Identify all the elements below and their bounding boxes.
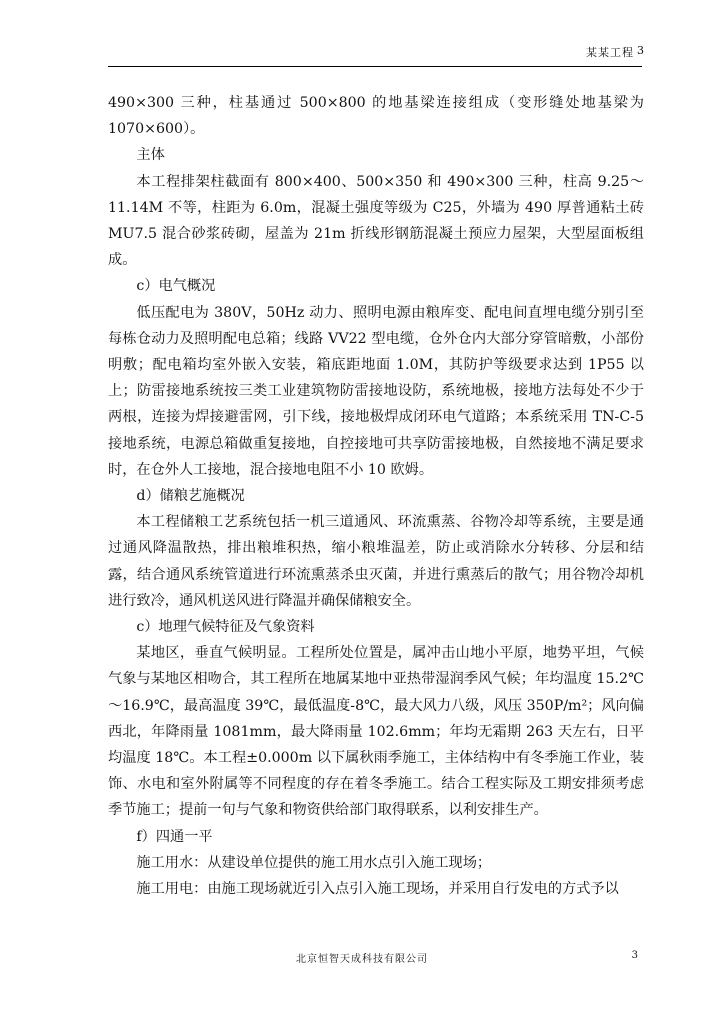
heading-climate: c）地理气候特征及气象资料 xyxy=(136,619,315,636)
paragraph-electrical: 低压配电为 380V，50Hz 动力、照明电源由粮库变、配电间直埋电缆分别引至每栋仓动力及照明配电总箱；线路 VV22 型电缆，仓外仓内大部分穿管暗敷，小部份明敷；配电箱均室外嵌入安装，箱底距地面 1.0M，其防护等级要求达到 1P55 以上；防雷接地系统按三类工业建筑物防雷接地设防，系统地极，接地方法每处不少于两根，连接为焊接避雷网，引下线，接地极焊成闭环电气道路；本系统采用 TN-C-5 接地系统，电源总箱做重复接地，自控接地可共享防雷接地极，自然接地不满足要求时，在仓外人工接地，混合接地电阻不小 10 欧姆。 xyxy=(108,304,644,478)
paragraph-climate: 某地区，垂直气候明显。工程所处位置是，属冲击山地小平原，地势平坦，气候气象与某地区相吻合，其工程所在地属某地中亚热带湿润季风气候；年均温度 15.2℃～16.9℃，最高温度 39℃，最低温度-8℃，最大风力八级，风压 350P/m²；风向偏西北，年降雨量 1081mm，最大降雨量 102.6mm；年均无霜期 263 天左右，日平均温度 18℃。本工程±0.000m 以下属秋雨季施工，主体结构中有冬季施工作业，装饰、水电和室外附属等不同程度的存在着冬季施工。结合工程实际及工期安排须考虑季节施工；提前一旬与气象和物资供给部门取得联系，以利安排生产。 xyxy=(108,645,644,819)
paragraph-water-supply: 施工用水：从建设单位提供的施工用水点引入施工现场； xyxy=(136,854,492,871)
header-title: 某某工程 xyxy=(586,46,634,59)
footer-page-number: 3 xyxy=(631,950,638,961)
heading-grain-storage: d）储粮艺施概况 xyxy=(136,488,245,505)
heading-main-structure: 主体 xyxy=(136,147,165,164)
header-rule xyxy=(108,66,642,67)
header-page-number: 3 xyxy=(637,44,644,57)
heading-electrical: c）电气概况 xyxy=(136,278,216,295)
paragraph-power-supply: 施工用电：由施工现场就近引入点引入施工现场，并采用自行发电的方式予以 xyxy=(136,881,619,898)
paragraph-grain-storage: 本工程储粮工艺系统包括一机三道通风、环流熏蒸、谷物冷却等系统，主要是通过通风降温散热，排出粮堆积热，缩小粮堆温差，防止或消除水分转移、分层和结露，结合通风系统管道进行环流熏蒸杀虫灭菌，并进行熏蒸后的散气；用谷物冷却机进行致冷，通风机送风进行降温并确保储粮安全。 xyxy=(108,514,644,609)
footer-company: 北京恒智天成科技有限公司 xyxy=(296,954,428,965)
paragraph-main-structure: 本工程排架柱截面有 800×400、500×350 和 490×300 三种，柱高 9.25～11.14M 不等，柱距为 6.0m，混凝土强度等级为 C25，外墙为 490 厚普通粘土砖 MU7.5 混合砂浆砖砌，屋盖为 21m 折线形钢筋混凝土预应力屋架，大型屋面板组成。 xyxy=(108,173,644,269)
document-body xyxy=(108,90,644,902)
heading-site-prep: f）四通一平 xyxy=(136,828,213,845)
paragraph-foundation-cont: 490×300 三种，柱基通过 500×800 的地基梁连接组成（变形缝处地基梁为 1070×600）。 xyxy=(108,95,644,138)
